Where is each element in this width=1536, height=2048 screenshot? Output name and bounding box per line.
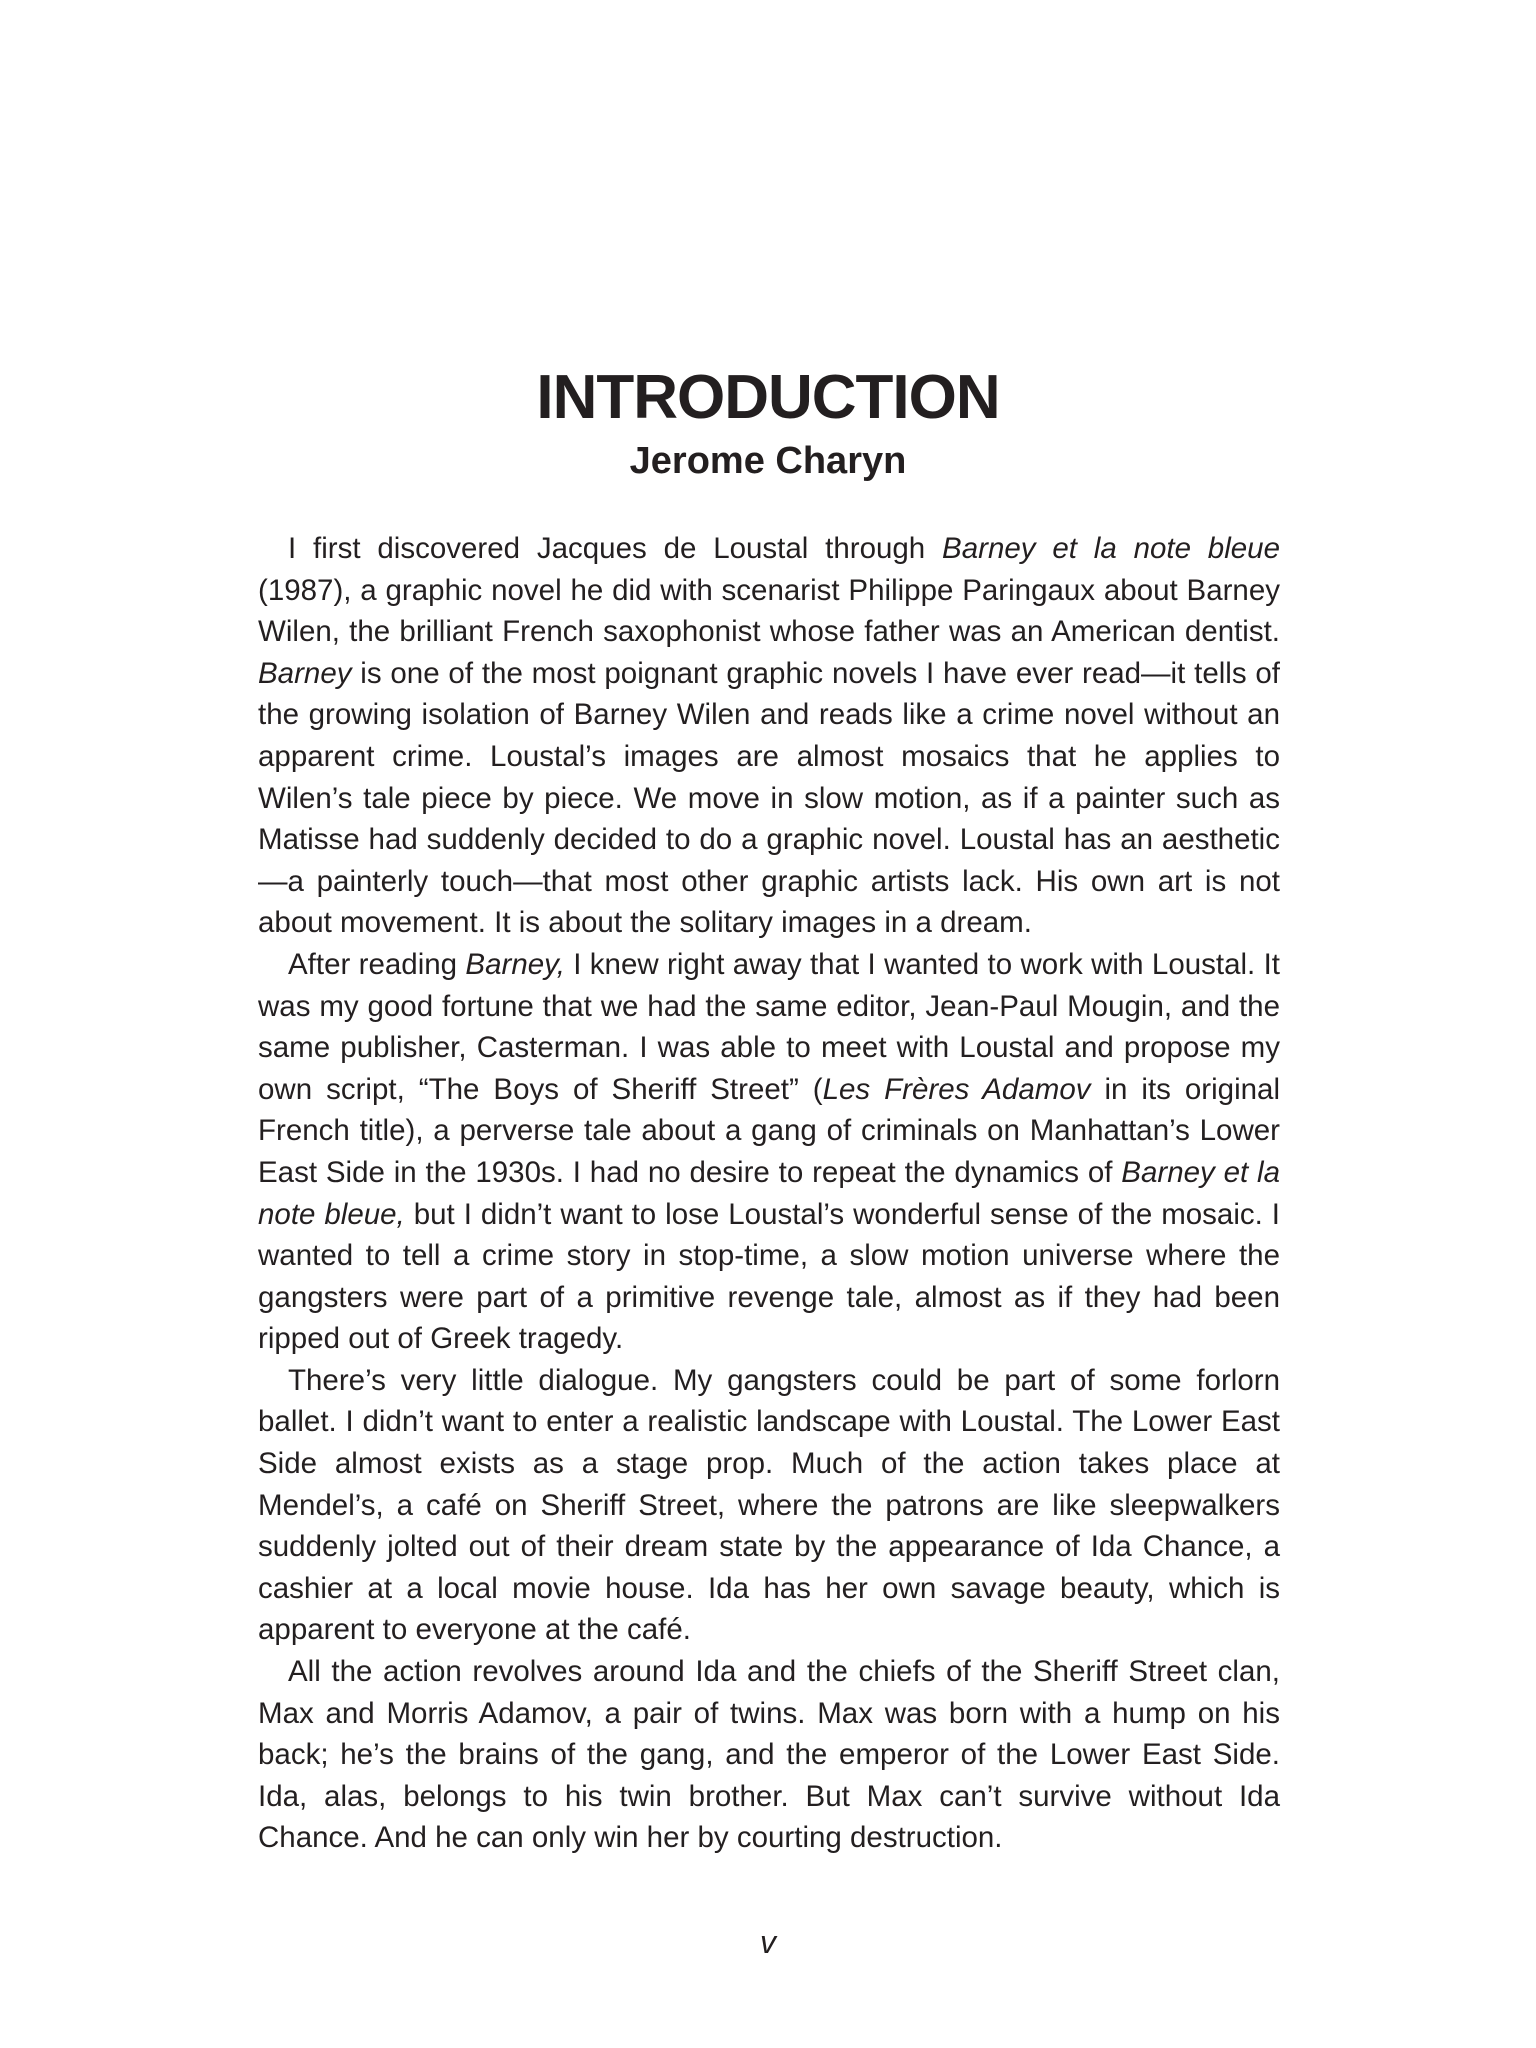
text-run: is one of the most poignant graphic novels I have ever read—it tells of the growing isolation of Barney Wilen and reads like a crime novel without an apparent crime. Loustal’s images are almost mosaics that he applies to Wilen’s tale piece by piece. We move in slow motion, as if a painter such as Matisse had suddenly decided to do a graphic novel. Loustal has an aesthetic—a painterly touch—that most other graphic artists lack. His own art is not about movement. It is about the solitary images in a dream. — [258, 656, 1280, 940]
text-run: I knew right away that I wanted to work with Loustal. It was my good fortune that we had the same editor, Jean-Paul Mougin, and the same publisher, Casterman. I was able to meet with Loustal and propose my own script, “The Boys of Sheriff Street” ( — [258, 947, 1280, 1106]
text-run: After reading — [288, 947, 466, 981]
italic-title-run: Barney et la note bleue, — [258, 1155, 1280, 1231]
text-run: but I didn’t want to lose Loustal’s wonderful sense of the mosaic. I wanted to tell a crime story in stop-time, a slow motion universe where the gangsters were part of a primitive revenge tale, almost as if they had been ripped out of Greek tragedy. — [258, 1197, 1280, 1356]
text-run: All the action revolves around Ida and the chiefs of the Sheriff Street clan, Max and Morris Adamov, a pair of twins. Max was born with a hump on his back; he’s the brains of the gang, and the emperor of the Lower East Side. Ida, alas, belongs to his twin brother. But Max can’t survive without Ida Chance. And he can only win her by courting destruction. — [258, 1655, 1280, 1855]
text-run: I first discovered Jacques de Loustal through — [288, 532, 943, 565]
chapter-body — [258, 528, 1280, 1859]
author-name: Jerome Charyn — [629, 440, 907, 482]
text-run: There’s very little dialogue. My gangsters could be part of some forlorn ballet. I didn’t want to enter a realistic landscape with Loustal. The Lower East Side almost exists as a stage prop. Much of the action takes place at Mendel’s, a café on Sheriff Street, where the patrons are like sleepwalkers suddenly jolted out of their dream state by the appearance of Ida Chance, a cashier at a local movie house. Ida has her own savage beauty, which is apparent to everyone at the café. — [258, 1363, 1280, 1647]
text-run: in its original French title), a perverse tale about a gang of criminals on Manhattan’s Lower East Side in the 1930s. I had no desire to repeat the dynamics of — [258, 1072, 1280, 1189]
italic-title-run: Les Frères Adamov — [822, 1072, 1091, 1106]
page-number: v — [760, 1924, 776, 1960]
italic-title-run: Barney — [258, 656, 352, 690]
paragraph — [258, 944, 1280, 1360]
paragraph — [258, 1360, 1280, 1651]
text-run: (1987), a graphic novel he did with scenarist Philippe Paringaux about Barney Wilen, the brilliant French saxophonist whose father was an American dentist. — [258, 573, 1280, 649]
chapter-title: INTRODUCTION — [536, 363, 1000, 432]
paragraph — [258, 1651, 1280, 1859]
italic-title-run: Barney, — [465, 947, 565, 981]
paragraph — [258, 528, 1280, 944]
italic-title-run: Barney et la note bleue — [942, 532, 1280, 565]
